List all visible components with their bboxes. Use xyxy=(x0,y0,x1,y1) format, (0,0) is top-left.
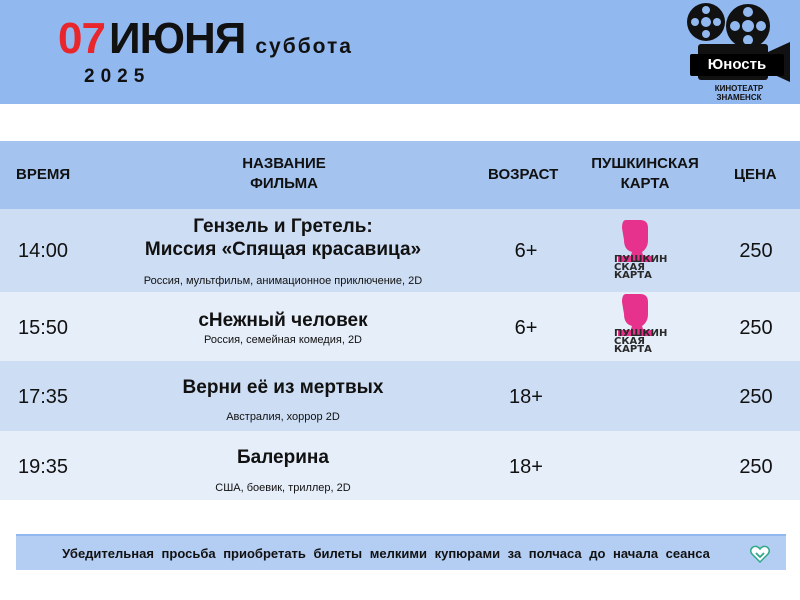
row-time: 17:35 xyxy=(18,386,69,408)
schedule-table xyxy=(0,141,800,500)
row-title-line-1: Гензель и Гретель: xyxy=(193,216,373,237)
month-name: ИЮНЯ xyxy=(108,14,246,63)
row-time: 14:00 xyxy=(18,240,69,262)
row-age: 18+ xyxy=(509,386,543,408)
col-age: ВОЗРАСТ xyxy=(488,166,559,183)
row-info: Россия, мультфильм, анимационное приключение, 2D xyxy=(143,275,423,287)
row-age: 6+ xyxy=(514,240,538,262)
col-title-line-1: НАЗВАНИЕ xyxy=(242,155,326,172)
col-pushkin-line-2: КАРТА xyxy=(620,175,670,192)
weekday-name: суббота xyxy=(255,35,353,58)
table-header xyxy=(0,141,800,209)
row-age: 6+ xyxy=(514,317,538,339)
row-price: 250 xyxy=(739,317,773,339)
heart-icon xyxy=(750,545,770,563)
pushkin-card-icon xyxy=(612,218,678,278)
pushkin-text-3: КАРТА xyxy=(614,344,652,352)
row-title: Верни её из мертвых xyxy=(182,377,384,398)
cinema-logo-subtitle xyxy=(700,84,778,102)
header-banner xyxy=(0,0,800,104)
date-line xyxy=(58,14,353,64)
row-info: США, боевик, триллер, 2D xyxy=(215,482,351,494)
col-price: ЦЕНА xyxy=(734,166,777,183)
row-price: 250 xyxy=(739,456,773,478)
logo-sub-line-2: ЗНАМЕНСК xyxy=(716,93,762,102)
row-price: 250 xyxy=(739,240,773,262)
row-title: Балерина xyxy=(237,447,329,468)
year: 2025 xyxy=(84,66,151,87)
row-time: 15:50 xyxy=(18,317,69,339)
pushkin-text-1: ПУШКИН xyxy=(614,254,668,265)
row-title xyxy=(110,215,456,261)
row-title: сНежный человек xyxy=(198,310,368,331)
col-title-line-2: ФИЛЬМА xyxy=(250,175,318,192)
col-time: ВРЕМЯ xyxy=(16,166,71,183)
col-title xyxy=(200,154,368,194)
pushkin-text-1: ПУШКИН xyxy=(614,328,668,339)
row-title-line-2: Миссия «Спящая красавица» xyxy=(144,239,422,260)
pushkin-text-2: СКАЯ xyxy=(614,262,645,273)
table-row xyxy=(0,361,800,431)
row-info: Россия, семейная комедия, 2D xyxy=(203,334,363,346)
logo-sub-line-1: КИНОТЕАТР xyxy=(714,84,764,93)
pushkin-text-2: СКАЯ xyxy=(614,336,645,347)
row-info: Австралия, хоррор 2D xyxy=(226,411,340,423)
table-row xyxy=(0,292,800,361)
row-age: 18+ xyxy=(509,456,543,478)
col-pushkin-line-1: ПУШКИНСКАЯ xyxy=(591,155,699,172)
row-price: 250 xyxy=(739,386,773,408)
table-row xyxy=(0,431,800,500)
col-pushkin xyxy=(580,154,710,194)
notice-text: Убедительная просьба приобретать билеты мелкими купюрами за полчаса до начала сеанса xyxy=(62,546,710,561)
pushkin-card-icon xyxy=(612,292,678,352)
cinema-logo-name: Юность xyxy=(690,54,784,76)
pushkin-text-3: КАРТА xyxy=(614,270,652,278)
day-number: 07 xyxy=(58,14,105,63)
table-row xyxy=(0,209,800,292)
notice-bar xyxy=(16,534,786,570)
row-time: 19:35 xyxy=(18,456,69,478)
